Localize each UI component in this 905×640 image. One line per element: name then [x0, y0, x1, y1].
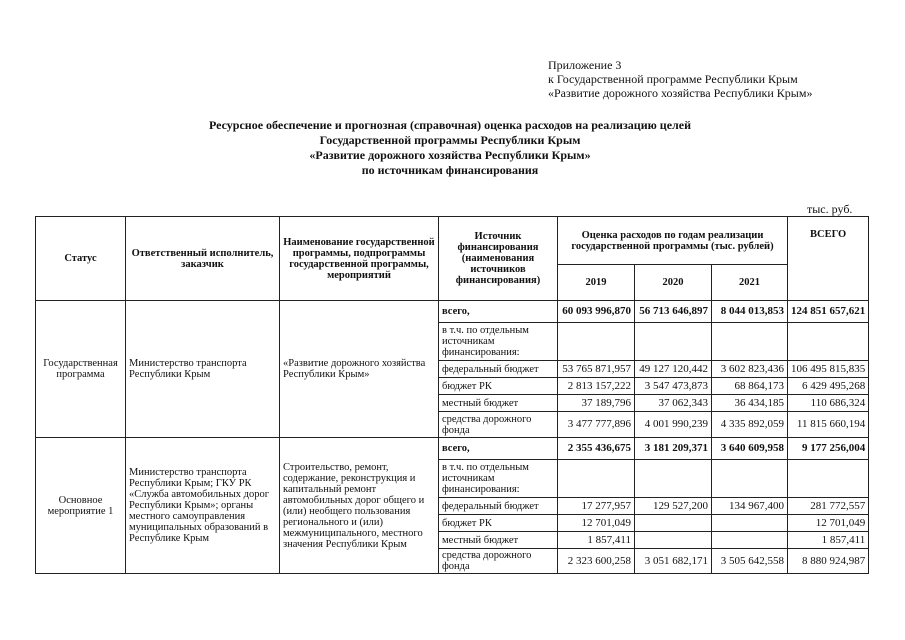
cell-2021	[712, 532, 788, 549]
table-row	[36, 301, 869, 323]
cell-total	[788, 323, 869, 361]
header-year-2020: 2020	[635, 265, 712, 301]
cell-2019: 12 701,049	[558, 515, 635, 532]
cell-total: 8 880 924,987	[788, 549, 869, 574]
cell-total: 6 429 495,268	[788, 378, 869, 395]
cell-2019: 37 189,796	[558, 395, 635, 412]
cell-2021: 134 967,400	[712, 498, 788, 515]
cell-2020: 37 062,343	[635, 395, 712, 412]
cell-2020	[635, 515, 712, 532]
cell-total	[788, 460, 869, 498]
table-body	[36, 301, 869, 574]
row-program-name: «Развитие дорожного хозяйства Республики Крым»	[280, 301, 439, 438]
cell-2020: 4 001 990,239	[635, 412, 712, 438]
cell-total: 9 177 256,004	[788, 438, 869, 460]
cell-2019	[558, 323, 635, 361]
cell-2020: 129 527,200	[635, 498, 712, 515]
header-name: Наименование государственной программы, подпрограммы государственной программы, мероприятий	[280, 217, 439, 301]
appendix-note	[548, 58, 812, 100]
cell-total: 124 851 657,621	[788, 301, 869, 323]
header-status: Статус	[36, 217, 126, 301]
cell-2020: 49 127 120,442	[635, 361, 712, 378]
title-line-3: «Развитие дорожного хозяйства Республики Крым»	[309, 148, 591, 162]
cell-2021: 3 505 642,558	[712, 549, 788, 574]
row-source: всего,	[439, 301, 558, 323]
cell-2019: 1 857,411	[558, 532, 635, 549]
row-source: федеральный бюджет	[439, 361, 558, 378]
cell-2021	[712, 460, 788, 498]
cell-2021: 68 864,173	[712, 378, 788, 395]
cell-total: 106 495 815,835	[788, 361, 869, 378]
header-year-2021: 2021	[712, 265, 788, 301]
cell-2019: 53 765 871,957	[558, 361, 635, 378]
cell-2021: 4 335 892,059	[712, 412, 788, 438]
header-total: ВСЕГО	[788, 217, 869, 301]
cell-2020: 3 181 209,371	[635, 438, 712, 460]
cell-2020	[635, 323, 712, 361]
cell-2019: 3 477 777,896	[558, 412, 635, 438]
row-source: федеральный бюджет	[439, 498, 558, 515]
appendix-line-3: «Развитие дорожного хозяйства Республики Крым»	[548, 86, 813, 100]
header-estimate: Оценка расходов по годам реализации государственной программы (тыс. рублей)	[558, 217, 788, 265]
title-line-1: Ресурсное обеспечение и прогнозная (справочная) оценка расходов на реализацию целей	[208, 118, 692, 132]
cell-2021	[712, 515, 788, 532]
row-program-name: Строительство, ремонт, содержание, реконструкция и капитальный ремонт автомобильных дорог общего и (или) необщего пользования регионального и (или) межмуниципального, местного значения Республики Крым	[280, 438, 439, 574]
table-row	[36, 438, 869, 460]
cell-total: 12 701,049	[788, 515, 869, 532]
document-title	[100, 118, 800, 178]
cell-2019: 2 323 600,258	[558, 549, 635, 574]
cell-2021: 3 602 823,436	[712, 361, 788, 378]
title-line-4: по источникам финансирования	[361, 163, 539, 177]
cell-total: 1 857,411	[788, 532, 869, 549]
appendix-line-2: к Государственной программе Республики Крым	[548, 72, 798, 86]
cell-total: 281 772,557	[788, 498, 869, 515]
header-year-2019: 2019	[558, 265, 635, 301]
units-label: тыс. руб.	[807, 202, 853, 216]
row-source: местный бюджет	[439, 532, 558, 549]
cell-2020: 56 713 646,897	[635, 301, 712, 323]
title-line-2: Государственной программы Республики Крым	[319, 133, 581, 147]
row-source: в т.ч. по отдельным источникам финансирования:	[439, 460, 558, 498]
row-source: бюджет РК	[439, 378, 558, 395]
row-source: средства дорожного фонда	[439, 412, 558, 438]
cell-2020: 3 051 682,171	[635, 549, 712, 574]
row-executor: Министерство транспорта Республики Крым; ГКУ РК «Служба автомобильных дорог Республики Крым»; органы местного самоуправления муниципальных образований в Республике Крым	[126, 438, 280, 574]
row-source: всего,	[439, 438, 558, 460]
cell-total: 110 686,324	[788, 395, 869, 412]
cell-2021: 36 434,185	[712, 395, 788, 412]
appendix-line-1: Приложение 3	[548, 58, 622, 72]
row-status: Государственная программа	[36, 301, 126, 438]
cell-2020: 3 547 473,873	[635, 378, 712, 395]
row-source: средства дорожного фонда	[439, 549, 558, 574]
cell-2021: 8 044 013,853	[712, 301, 788, 323]
header-executor: Ответственный исполнитель, заказчик	[126, 217, 280, 301]
cell-2020	[635, 460, 712, 498]
cell-2021	[712, 323, 788, 361]
cell-2019: 17 277,957	[558, 498, 635, 515]
row-source: бюджет РК	[439, 515, 558, 532]
cell-2019: 2 813 157,222	[558, 378, 635, 395]
resource-table	[35, 216, 869, 574]
row-source: местный бюджет	[439, 395, 558, 412]
header-source: Источник финансирования (наименования источников финансирования)	[439, 217, 558, 301]
row-executor: Министерство транспорта Республики Крым	[126, 301, 280, 438]
cell-2019: 2 355 436,675	[558, 438, 635, 460]
cell-2021: 3 640 609,958	[712, 438, 788, 460]
cell-2019	[558, 460, 635, 498]
row-source: в т.ч. по отдельным источникам финансирования:	[439, 323, 558, 361]
row-status: Основное мероприятие 1	[36, 438, 126, 574]
cell-total: 11 815 660,194	[788, 412, 869, 438]
cell-2019: 60 093 996,870	[558, 301, 635, 323]
cell-2020	[635, 532, 712, 549]
